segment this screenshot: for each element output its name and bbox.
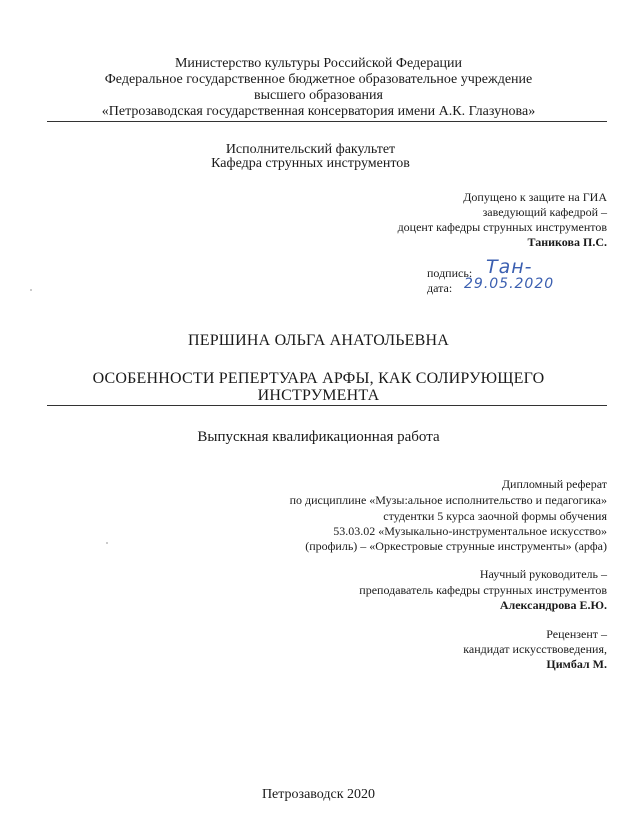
thesis-title-line-1: ОСОБЕННОСТИ РЕПЕРТУАРА АРФЫ, КАК СОЛИРУЮЩЕГО: [92, 370, 545, 387]
handwritten-date: 29.05.2020: [464, 276, 555, 292]
reviewer-line-1: Рецензент –: [546, 627, 607, 641]
scan-speck: [30, 289, 32, 291]
department-name: Кафедра струнных инструментов: [211, 156, 410, 171]
date-label: дата:: [427, 281, 453, 295]
supervisor-line-1: Научный руководитель –: [479, 567, 607, 581]
details-line-1: Дипломный реферат: [501, 477, 607, 491]
details-line-4: 53.03.02 «Музыкально-инструментальное искусство»: [333, 524, 607, 538]
ministry-line: Министерство культуры Российской Федерации: [174, 56, 463, 71]
supervisor-name: Александрова Е.Ю.: [499, 598, 607, 612]
reviewer-line-2: кандидат искусствоведения,: [463, 642, 607, 656]
approval-line-2: заведующий кафедрой –: [482, 205, 607, 219]
education-level-line: высшего образования: [254, 88, 383, 103]
thesis-title-line-2: ИНСТРУМЕНТА: [257, 387, 380, 404]
details-line-3: студентки 5 курса заочной формы обучения: [383, 509, 607, 523]
work-type: Выпускная квалификационная работа: [197, 429, 440, 445]
details-line-2: по дисциплине «Музы:альное исполнительство и педагогика»: [289, 493, 607, 507]
header-divider: [47, 121, 607, 122]
faculty-name: Исполнительский факультет: [225, 142, 396, 157]
approval-line-3: доцент кафедры струнных инструментов: [397, 220, 607, 234]
supervisor-line-2: преподаватель кафедры струнных инструментов: [359, 583, 607, 597]
approval-line-1: Допущено к защите на ГИА: [463, 190, 607, 204]
handwritten-signature: Тан-: [486, 256, 533, 278]
institution-type-line: Федеральное государственное бюджетное образовательное учреждение: [104, 72, 533, 87]
author-name: ПЕРШИНА ОЛЬГА АНАТОЛЬЕВНА: [187, 332, 450, 349]
signature-label: подпись:: [427, 266, 473, 280]
title-divider: [47, 405, 607, 406]
reviewer-name: Цимбал М.: [546, 657, 607, 671]
scan-speck: [106, 542, 108, 544]
details-line-5: (профиль) – «Оркестровые струнные инструменты» (арфа): [305, 539, 607, 553]
institution-name-line: «Петрозаводская государственная консерватория имени А.К. Глазунова»: [101, 104, 536, 119]
department-head-name: Таникова П.С.: [527, 235, 607, 249]
city-year: Петрозаводск 2020: [261, 787, 376, 802]
